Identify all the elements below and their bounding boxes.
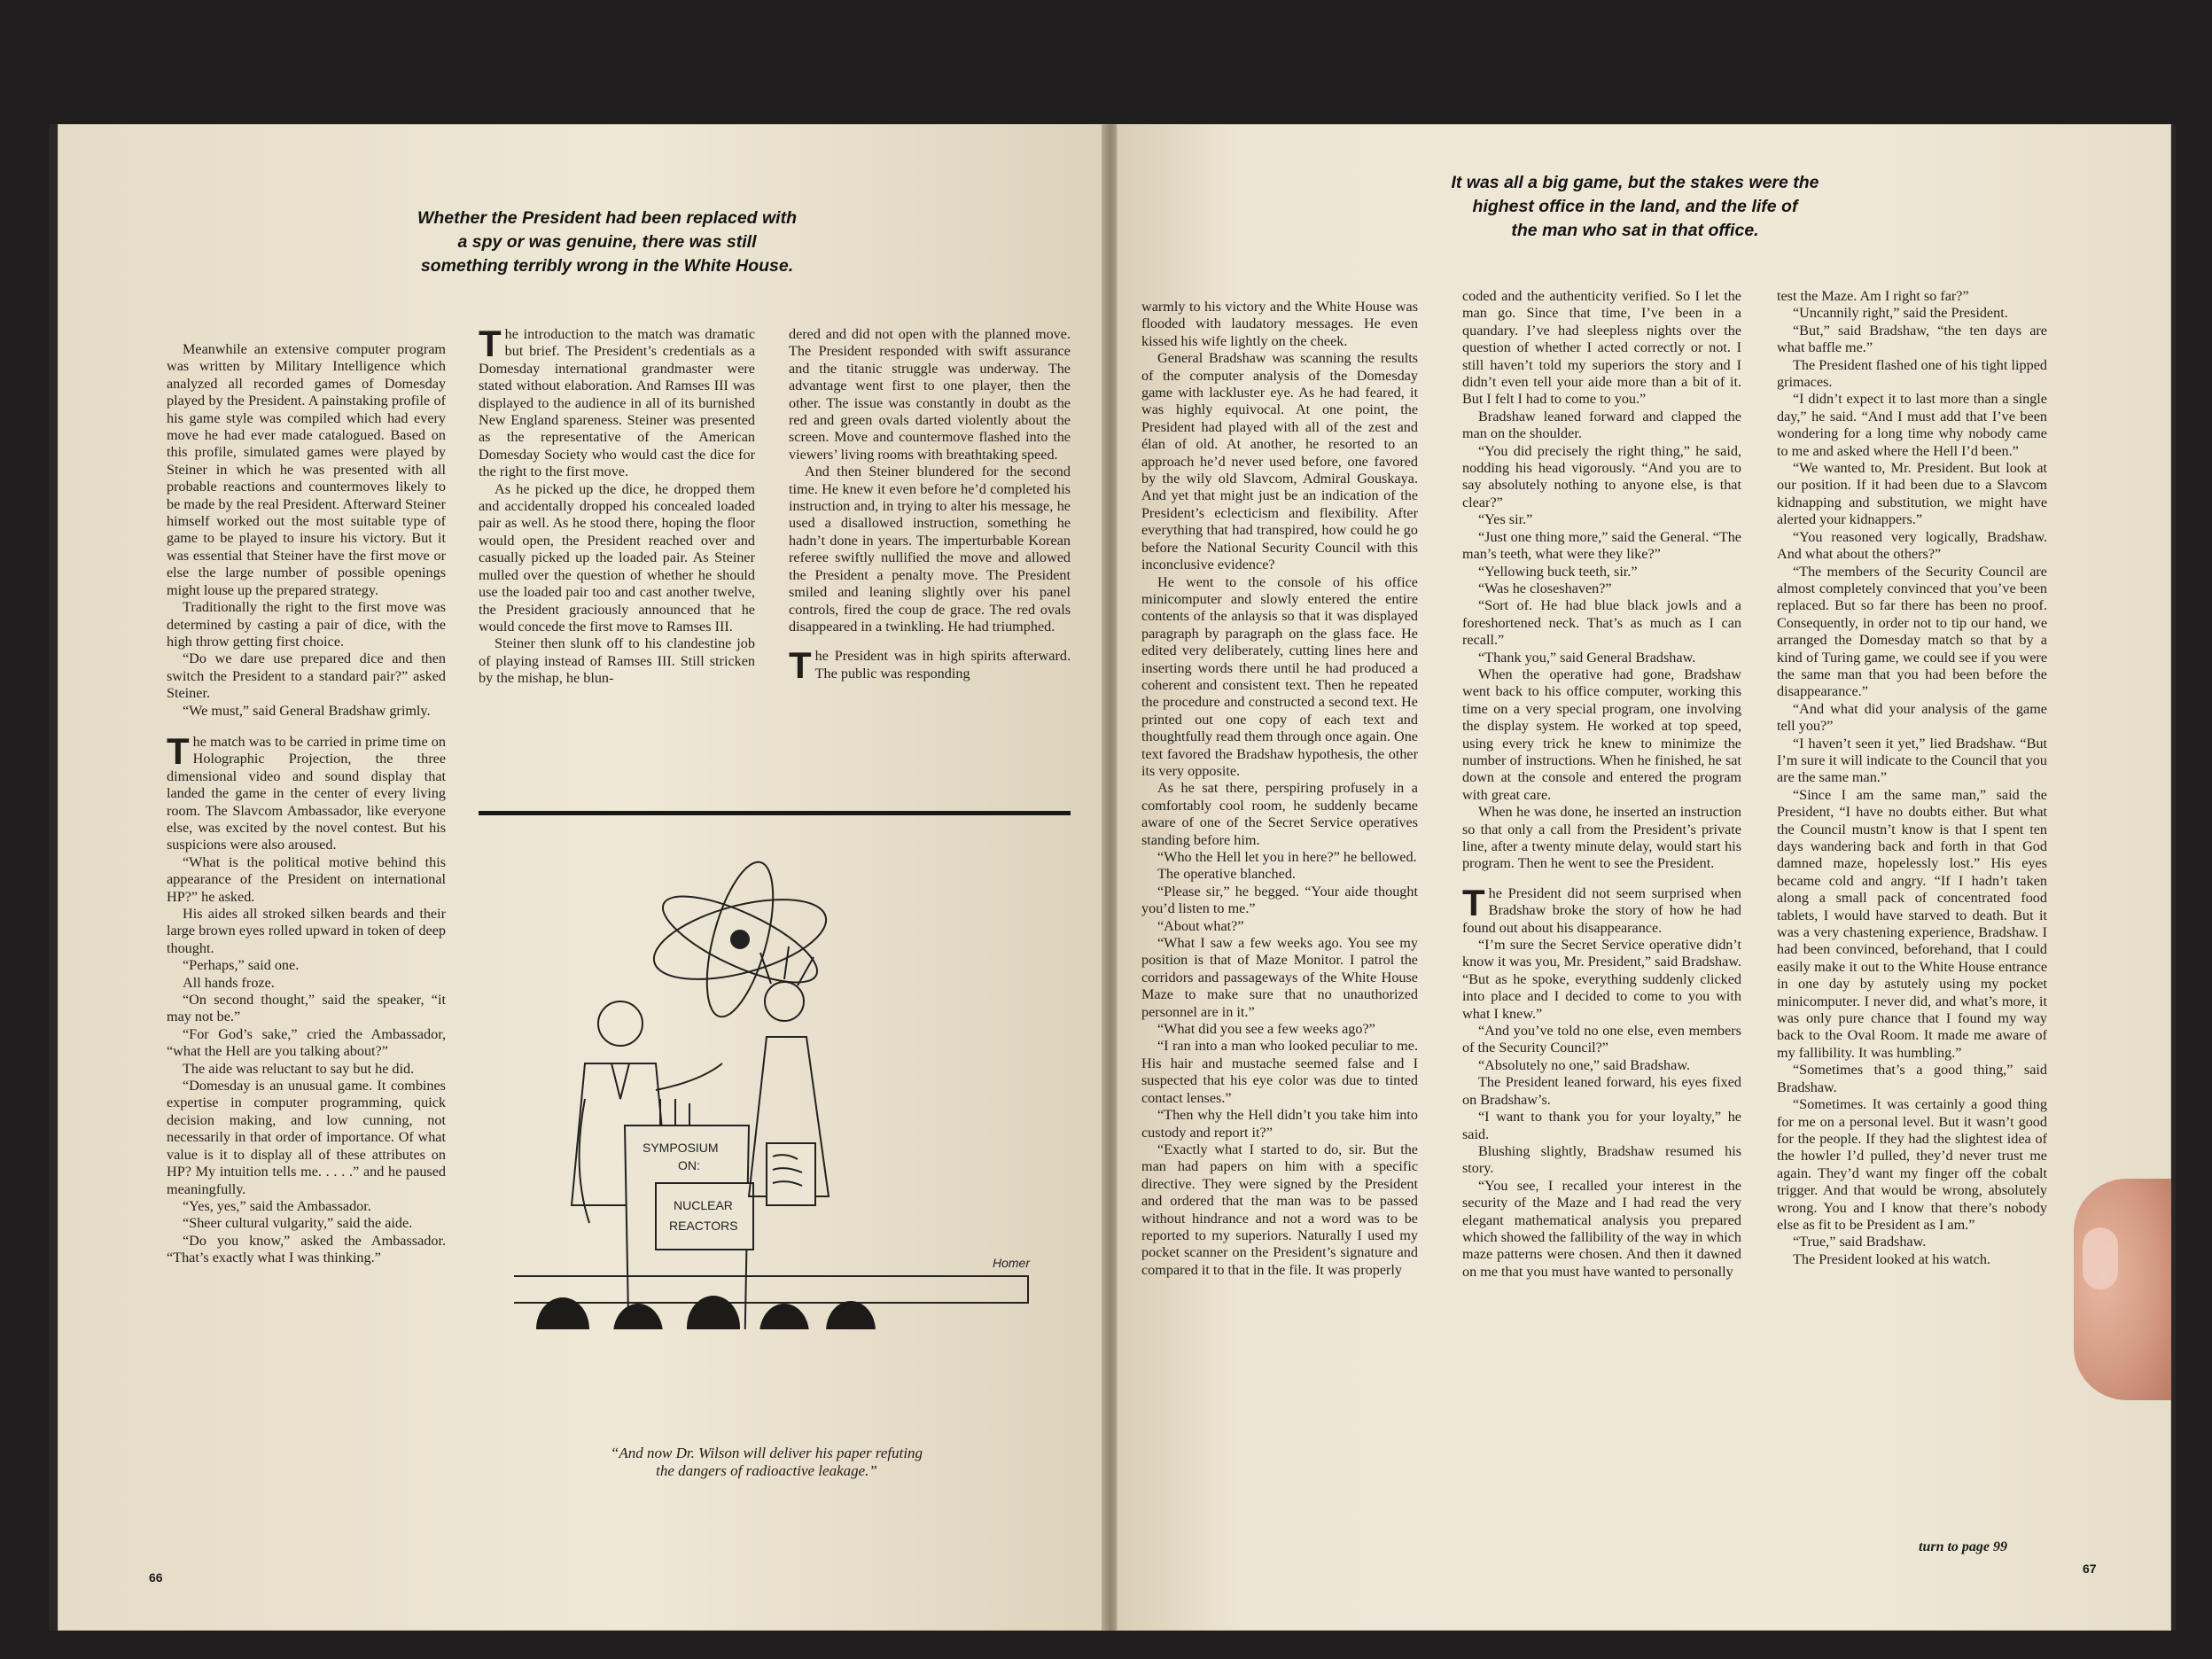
paragraph: The aide was reluctant to say but he did. (183, 1060, 415, 1077)
paragraph: test the Maze. Am I right so far?” (1777, 288, 1969, 304)
paragraph: “But,” said Bradshaw, “the ten days are what baffle me.” (1777, 322, 2047, 356)
audience-head (826, 1301, 876, 1329)
continued-notice: turn to page 99 (1919, 1539, 2008, 1554)
caption-line: “And now Dr. Wilson will deliver his paper refuting (610, 1445, 923, 1461)
paragraph: dered and did not open with the planned move. The President responded with swift assurance and the titanic struggle was underway. The advantage went first to one player, then the other. The issue was constantly in doubt as the red and green ovals darted violently about the screen. Move and countermove flashed into the viewers’ living rooms with breathtaking speed. (789, 326, 1071, 463)
paragraph: “Yellowing buck teeth, sir.” (1478, 563, 1638, 580)
paragraph: “Sometimes. It was certainly a good thing for me on a personal level. But it wasn’t good for the people. If they had the slightest idea of the howler I’d pulled, they’d never trust me again. They’d want my finger off the cobalt trigger. And that would be wrong, absolutely wrong. You and I know that there’s nobody else as fit to be President as I am.” (1777, 1096, 2047, 1233)
alien-head (765, 982, 804, 1021)
left-headline-line: something terribly wrong in the White House. (420, 256, 794, 276)
drop-cap: T (479, 326, 502, 364)
speaker-tie (611, 1063, 629, 1099)
paragraph: “Just one thing more,” said the General. “The man’s teeth, what were they like?” (1462, 528, 1741, 563)
paragraph-text: he President was in high spirits afterward. The public was responding (814, 648, 1071, 682)
paragraph: warmly to his victory and the White House was flooded with laudatory messages. He even kissed his wife lightly on the cheek. (1141, 299, 1418, 349)
paragraph: “I ran into a man who looked peculiar to me. His hair and mustache seemed false and I suspected that his eye color was due to tinted contact lenses.” (1141, 1038, 1418, 1106)
stage-edge (514, 1276, 1028, 1303)
paragraph: Blushing slightly, Bradshaw resumed his story. (1462, 1142, 1741, 1177)
paragraph: “And you’ve told no one else, even members of the Security Council?” (1462, 1023, 1741, 1056)
left-page (58, 124, 1103, 1631)
paragraph: “Sometimes that’s a good thing,” said Bradshaw. (1777, 1062, 2047, 1095)
paragraph: “You reasoned very logically, Bradshaw. And what about the others?” (1777, 528, 2047, 563)
paragraph-dropcap (167, 729, 446, 854)
paragraph: “Yes, yes,” said the Ambassador. (183, 1197, 371, 1214)
left-headline-line: a spy or was genuine, there was still (457, 232, 757, 252)
paragraph: All hands froze. (183, 974, 275, 991)
paragraph: “Yes sir.” (1478, 511, 1533, 528)
audience (536, 1296, 876, 1329)
paragraph: Meanwhile an extensive computer program was written by Military Intelligence which analyzed all recorded games of Domesday played by the President. A painstaking profile of his game style was compiled which had every move he had ever made catalogued. Based on this profile, simulated games were played by Steiner in which he was presented with all probable reactions and countermoves likely to be made by the real President. Afterward Steiner himself worked out the most suitable type of game to be played to insure his victory. But it was essential that Steiner have the first move or else the large number of possible openings might louse up the prepared strategy. (167, 341, 446, 598)
podium-sign (656, 1183, 753, 1250)
paragraph: “I didn’t expect it to last more than a single day,” he said. “And I must add that I’ve been wondering for a long time why nobody came to me and asked where the Hell I’d been.” (1777, 391, 2047, 459)
right-page (1117, 124, 2171, 1631)
speaker-arm (656, 1063, 722, 1090)
paragraph: He went to the console of his office minicomputer and slowly entered the entire contents of the anlaysis so that it was displayed paragraph by paragraph on the glass face. He edited very deliberately, cutting lines here and inserting words there until he had produced a coherent and consistent text. Then he repeated the procedure and constructed a second text. He printed out one copy of each text and thoughtfully read them through once again. One text favored the Bradshaw hypothesis, the other its very opposite. (1141, 573, 1418, 779)
page-number-left: 66 (149, 1570, 163, 1585)
paragraph: General Bradshaw was scanning the results of the computer analysis of the Domesday game with lackluster eye. As he had feared, it was highly equivocal. At one point, the President had played with all of the zest and élan of old. At another, he resorted to an approach he’d never used before, one favored by the wily old Slavcom, Admiral Gouskaya. And yet that might just be an indication of the President’s eclecticism and flexibility. After everything that had transpired, how could he go before the National Security Council with this inconclusive evidence? (1141, 350, 1418, 573)
paragraph: “What I saw a few weeks ago. You see my position is that of Maze Monitor. I patrol the corridors and passageways of the White House Maze to make sure that no unauthorized personnel are in it.” (1141, 935, 1418, 1020)
right-headline-line: It was all a big game, but the stakes were the (1451, 173, 1819, 192)
alien-paper (767, 1143, 815, 1205)
paragraph-dropcap (789, 644, 1071, 687)
paragraph: “True,” said Bradshaw. (1793, 1234, 1927, 1250)
holding-thumb (2074, 1179, 2171, 1400)
paragraph: When he was done, he inserted an instruction so that only a call from the President’s private line, after a twenty minute delay, would start his program. Then he went to see the President. (1462, 804, 1741, 872)
paragraph: coded and the authenticity verified. So I let the man go. Since that time, I’ve been in a quandary. I’ve had sleepless nights over the question of whether I acted correctly or not. I still haven’t told my superiors the story and I didn’t even tell your aide more than a bit of it. But I felt I had to come to you.” (1462, 288, 1741, 408)
paragraph: “Do we dare use prepared dice and then switch the President to a standard pair?” asked Steiner. (167, 650, 446, 702)
thumbnail (2083, 1227, 2118, 1289)
paragraph: “And what did your analysis of the game tell you?” (1777, 700, 2047, 735)
paragraph: “Thank you,” said General Bradshaw. (1478, 649, 1696, 666)
paragraph: The President looked at his watch. (1793, 1250, 1990, 1267)
audience-head (759, 1304, 809, 1329)
paragraph: “I’m sure the Secret Service operative didn’t know it was you, Mr. President,” said Bradshaw. “But as he spoke, everything suddenly clicked into place and I decided to come to you with what I knew.” (1462, 937, 1741, 1022)
right-column-3 (1777, 288, 2047, 1546)
right-headline-line: the man who sat in that office. (1511, 221, 1759, 240)
paragraph: “The members of the Security Council are almost completely convinced that you’ve been replaced. But so far there has been no proof. Consequently, in order not to tip our hand, we arranged the Domesday match so that by a kind of Turing game, we could see if you were the same man that you had been before the disappearance.” (1777, 563, 2047, 700)
paragraph: “We must,” said General Bradshaw grimly. (183, 702, 431, 719)
paragraph: “What did you see a few weeks ago?” (1157, 1021, 1375, 1038)
left-column-1 (167, 341, 446, 1604)
paragraph: “Sheer cultural vulgarity,” said the aide. (183, 1215, 413, 1232)
podium-text: ON: (678, 1158, 700, 1172)
paragraph: “I haven’t seen it yet,” lied Bradshaw. “But I’m sure it will indicate to the Council that you are the same man.” (1777, 735, 2047, 786)
paragraph: “We wanted to, Mr. President. But look at our position. If it had been due to a Slavcom kidnapping and substitution, we might have alerted your kidnappers.” (1777, 460, 2047, 528)
paragraph-text: he introduction to the match was dramatic but brief. The President’s credentials as a Domesday international grandmaster were stated without elaboration. And Ramses III was displayed to the audience in all of its burnished New England spareness. Steiner was presented as the representative of the American Domesday Society who would cast the dice for the right to the first move. (479, 326, 755, 480)
paragraph: “Exactly what I started to do, sir. But the man had papers on him with a specific directive. They were signed by the President and ordered that the man was to be passed without hindrance and not a word was to be reported to my superiors. Naturally I used my pocket scanner on the President’s signature and compared it to that in the file. It was properly (1141, 1141, 1418, 1278)
paragraph: “You see, I recalled your interest in the security of the Maze and I had read the very elegant mathematical analysis you prepared which showed the fallibility of the way in which maze patterns were chosen. And then it dawned on me that you must have wanted to personally (1462, 1177, 1741, 1280)
left-headline-line: Whether the President had been replaced with (417, 208, 797, 228)
paragraph: As he picked up the dice, he dropped them and accidentally dropped his concealed loaded pair as well. As he stood there, hoping the floor would open, the President reached over and casually picked up the loaded pair. As Steiner mulled over the question of whether he should use the loaded pair too and cast another twelve, the President graciously announced that he would concede the first move to Ramses III. (479, 480, 755, 635)
drop-cap: T (167, 729, 190, 772)
paragraph: “Then why the Hell didn’t you take him into custody and report it?” (1141, 1107, 1418, 1141)
podium-text: SYMPOSIUM (643, 1141, 719, 1155)
caption-line: the dangers of radioactive leakage.” (656, 1462, 877, 1479)
paragraph: “For God’s sake,” cried the Ambassador, “what the Hell are you talking about?” (167, 1025, 446, 1060)
paragraph: “What is the political motive behind this appearance of the President on international HP?” he asked. (167, 853, 446, 905)
paragraph: “Sort of. He had blue black jowls and a foreshortened neck. That’s as much as I can recall.” (1462, 597, 1741, 649)
paragraph: Traditionally the right to the first move was determined by casting a pair of dice, with the high throw getting first choice. (167, 599, 446, 650)
paragraph: “Was he closeshaven?” (1478, 580, 1612, 596)
paragraph: “Uncannily right,” said the President. (1793, 305, 2008, 322)
paragraph: “About what?” (1157, 917, 1244, 934)
paragraph-dropcap (1462, 881, 1741, 937)
left-headline (323, 206, 891, 278)
artist-signature: Homer (993, 1256, 1031, 1270)
paragraph-dropcap (479, 326, 755, 481)
paragraph: “Who the Hell let you in here?” he bellowed. (1157, 849, 1417, 865)
magazine-spread (49, 124, 2176, 1631)
right-headline-line: highest office in the land, and the life of (1472, 197, 1798, 216)
paragraph: “You did precisely the right thing,” he said, nodding his head vigorously. “And you are to say absolutely nothing to anyone else, is that clear?” (1462, 442, 1741, 510)
paragraph: When the operative had gone, Bradshaw went back to his office computer, working this time on a very special program, one involving the display system. He worked at top speed, using every trick he knew to minimize the number of instructions. When he finished, he sat down at the console and entered the program with great care. (1462, 666, 1741, 803)
paragraph-text: he match was to be carried in prime time on Holographic Projection, the three dimensional video and sound display that landed the game in the center of every living room. The Slavcom Ambassador, like everyone else, was excited by the novel contest. But his suspicions were also aroused. (167, 733, 446, 853)
paragraph: “On second thought,” said the speaker, “it may not be.” (167, 992, 446, 1025)
paragraph: “I want to thank you for your loyalty,” he said. (1462, 1109, 1741, 1142)
paragraph: “Absolutely no one,” said Bradshaw. (1478, 1056, 1691, 1073)
paragraph-text: he President did not seem surprised when Bradshaw broke the story of how he had found out about his disappearance. (1462, 884, 1741, 936)
paragraph: As he sat there, perspiring profusely in a comfortably cool room, he suddenly became aware of one of the Secret Service operatives standing before him. (1141, 780, 1418, 848)
right-column-1 (1141, 299, 1418, 1610)
paragraph: And then Steiner blundered for the second time. He knew it even before he’d completed his instruction and, in trying to alter his message, he used a disallowed instruction, something he hadn’t done in years. The imperturbable Korean referee swiftly nullified the move and allowed the President a penalty move. The President smiled and leaning slightly over his panel controls, fired the coup de grace. The red ovals disappeared in a twinkling. He had triumphed. (789, 463, 1071, 635)
paragraph: “Do you know,” asked the Ambassador. “That’s exactly what I was thinking.” (167, 1232, 446, 1266)
drop-cap: T (789, 644, 812, 687)
cartoon-illustration (479, 833, 1071, 1329)
speaker-head (598, 1001, 643, 1046)
right-headline (1325, 171, 1945, 243)
paragraph: “Domesday is an unusual game. It combines expertise in computer programming, quick decision making, and low cunning, not necessarily in that order of importance. Of what value is it to display all of these attributes on HP? My intuition tells me. . . . .” and he paused meaningfully. (167, 1078, 446, 1197)
cartoon-top-rule (479, 811, 1071, 815)
sign-text: NUCLEAR (674, 1198, 733, 1212)
paragraph: “Since I am the same man,” said the President, “I have no doubts either. But what the Council mustn’t know is that I spent ten days wandering back and forth in that God damned maze, hopelessly lost.” His eyes became cold and angry. “If I hadn’t taken along a small pack of concentrated food tablets, I would have starved to death. But it was a very chastening experience, Bradshaw. I had been convinced, beforehand, that I could easily make it out to the White House entrance in one day by astutely using my pocket minicomputer. I never did, and what’s more, it was only pure chance that I found my way back to the Oval Room. It made me aware of my fallibility. It was humbling.” (1777, 786, 2047, 1061)
page-number-right: 67 (2083, 1562, 2097, 1576)
sign-text: REACTORS (669, 1219, 738, 1233)
paragraph: “Please sir,” he begged. “Your aide thought you’d listen to me.” (1141, 883, 1418, 917)
paragraph: The President flashed one of his tight lipped grimaces. (1777, 356, 2047, 391)
cartoon-caption (518, 1445, 1015, 1480)
drop-cap: T (1462, 881, 1485, 923)
paragraph: Steiner then slunk off to his clandestine job of playing instead of Ramses III. Still stricken by the mishap, he blun- (479, 635, 755, 687)
paragraph: His aides all stroked silken beards and their large brown eyes rolled upward in token of deep thought. (167, 906, 446, 956)
atom-nucleus-icon (731, 931, 749, 948)
paragraph: The President leaned forward, his eyes fixed on Bradshaw’s. (1462, 1074, 1741, 1108)
paragraph: “Perhaps,” said one. (183, 957, 300, 974)
paragraph: Bradshaw leaned forward and clapped the man on the shoulder. (1462, 408, 1741, 442)
right-column-2 (1462, 288, 1741, 1600)
paragraph: The operative blanched. (1157, 866, 1296, 883)
